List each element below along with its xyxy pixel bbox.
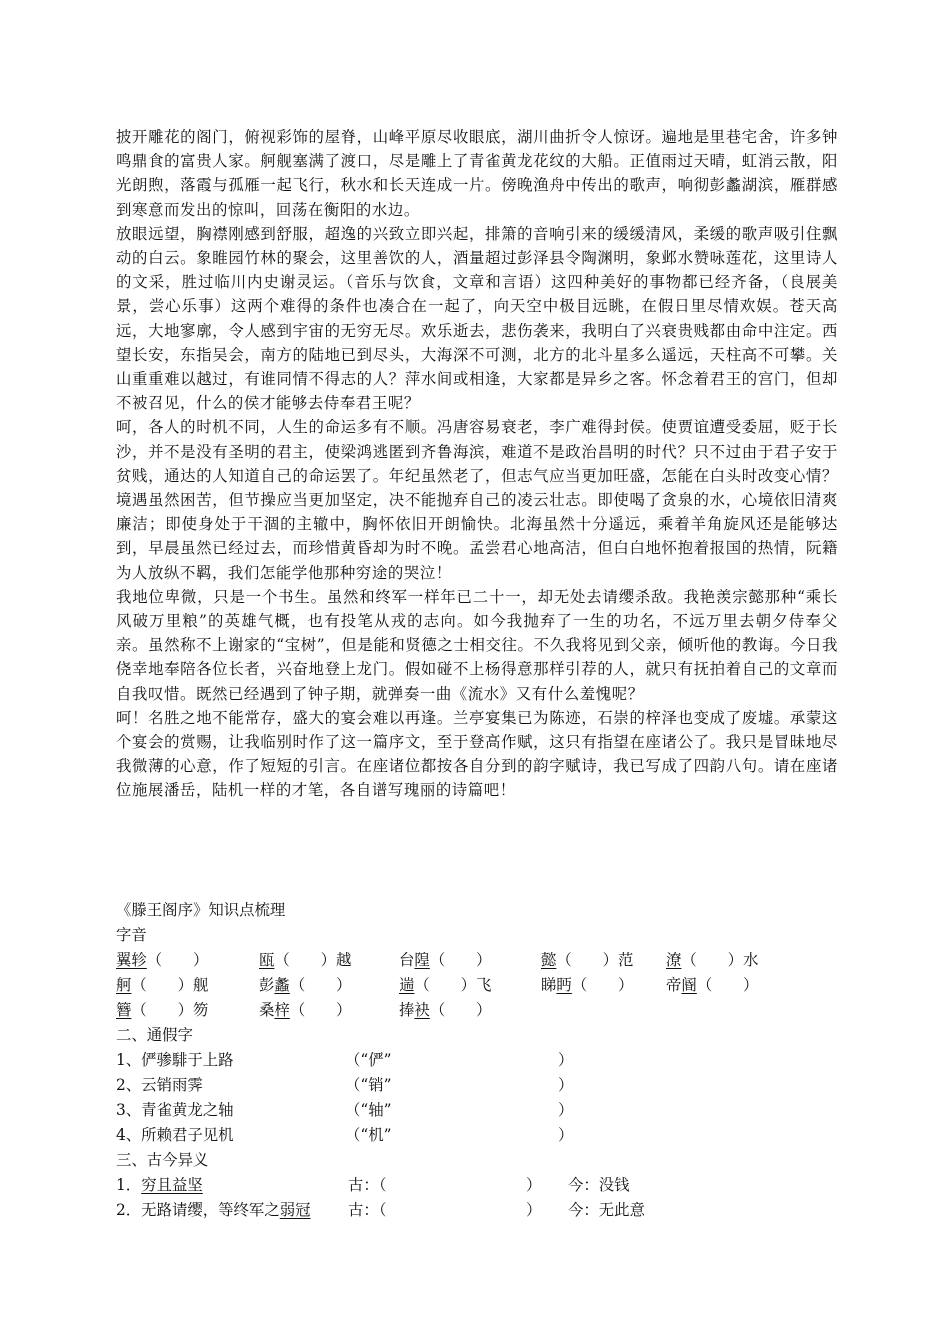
paragraph: 呵！名胜之地不能常存，盛大的宴会难以再逢。兰亭宴集已为陈迹，石崇的梓泽也变成了废墟。承蒙这个宴会的赏赐，让我临别时作了这一篇序文，至于登高作赋，这只有指望在座诸公了。我只是冒昧地尽我微薄的心意，作了短短的引言。在座诸位都按各自分到的韵字赋诗，我已写成了四韵八句。请在座诸位施展潘岳，陆机一样的才笔，各自谱写瑰丽的诗篇吧！ — [116, 708, 838, 800]
pronunciation-item: 懿（ ）范 — [541, 951, 634, 969]
paragraph: 披开雕花的阁门，俯视彩饰的屋脊，山峰平原尽收眼底，湖川曲折令人惊讶。遍地是里巷宅舍，许多钟鸣鼎食的富贵人家。舸舰塞满了渡口，尽是雕上了青雀黄龙花纹的大船。正值雨过天晴，虹消云散，阳光朗煦，落霞与孤雁一起飞行，秋水和长天连成一片。傍晚渔舟中传出的歌声，响彻彭蠡湖滨，雁群感到寒意而发出的惊叫，回荡在衡阳的水边。 — [116, 128, 838, 219]
pronunciation-item: 舸（ ）舰 — [116, 976, 209, 994]
pronunciation-item: 翼轸（ ） — [116, 951, 209, 969]
pronunciation-item: 遄（ ）飞 — [399, 976, 492, 994]
pronunciation-item: 台隍（ ） — [399, 951, 492, 969]
gujin-item: 1．穷且益坚 古：（ ） 今：没钱 — [116, 1176, 630, 1194]
pronunciation-item: 桑梓（ ） — [259, 1001, 352, 1019]
pronunciation-item: 睇眄（ ） — [541, 976, 634, 994]
paragraph: 呵，各人的时机不同，人生的命运多有不顺。冯唐容易衰老，李广难得封侯。使贾谊遭受委屈，贬于长沙，并不是没有圣明的君主，使梁鸿逃匿到齐鲁海滨，难道不是政治昌明的时代？只不过由于君子安于贫贱，通达的人知道自己的命运罢了。年纪虽然老了，但志气应当更加旺盛，怎能在白头时改变心情？境遇虽然困苦，但节操应当更加坚定，决不能抛弃自己的凌云壮志。即使喝了贪泉的水，心境依旧清爽廉洁；即使身处于干涸的主辙中，胸怀依旧开朗愉快。北海虽然十分遥远，乘着羊角旋风还是能够达到，早晨虽然已经过去，而珍惜黄昏却为时不晚。孟尝君心地高洁，但白白地怀抱着报国的热情，阮籍为人放纵不羁，我们怎能学他那种穷途的哭泣！ — [116, 418, 838, 582]
section-gujin: 三、古今异义 — [116, 1151, 209, 1169]
gujin-item: 2．无路请缨，等终军之弱冠 古：（ ） 今：无此意 — [116, 1201, 645, 1219]
paragraph: 放眼远望，胸襟刚感到舒服，超逸的兴致立即兴起，排箫的音响引来的缓缓清风，柔缓的歌声吸引住飘动的白云。象睢园竹林的聚会，这里善饮的人，酒量超过彭泽县令陶渊明，象邺水赞咏莲花，这里诗人的文采，胜过临川内史谢灵运。（音乐与饮食，文章和言语）这四种美好的事物都已经齐备，（良展美景，尝心乐事）这两个难得的条件也凑合在一起了，向天空中极目远眺，在假日里尽情欢娱。苍天高远，大地寥廓，令人感到宇宙的无穷无尽。欢乐逝去，悲伤袭来，我明白了兴衰贵贱都由命中注定。西望长安，东指吴会，南方的陆地已到尽头，大海深不可测，北方的北斗星多么遥远，天柱高不可攀。关山重重难以越过，有谁同情不得志的人？萍水间或相逢，大家都是异乡之客。怀念着君王的宫门，但却不被召见，什么的侯才能够去侍奉君王呢？ — [116, 224, 838, 413]
pronunciation-row — [116, 973, 838, 998]
tongjia-item: 4、所赖君子见机 （“机” ） — [116, 1126, 574, 1144]
translation-text — [116, 125, 838, 803]
tongjia-item: 3、青雀黄龙之轴 （“轴” ） — [116, 1101, 574, 1119]
pronunciation-item: 捧袂（ ） — [399, 1001, 492, 1019]
worksheet-title: 《滕王阁序》知识点梳理 — [116, 901, 286, 919]
tongjia-item: 1、俨骖騑于上路 （“俨” ） — [116, 1051, 574, 1069]
pronunciation-item: 彭蠡（ ） — [259, 976, 352, 994]
section-tongjiazi: 二、通假字 — [116, 1026, 193, 1044]
worksheet — [116, 898, 838, 1223]
pronunciation-item: 帝阍（ ） — [666, 976, 759, 994]
paragraph: 我地位卑微，只是一个书生。虽然和终军一样年已二十一，却无处去请缨杀敌。我艳羡宗懿那种“乘长风破万里粮”的英雄气概，也有投笔从戎的志向。如今我抛弃了一生的功名，不远万里去朝夕侍奉父亲。虽然称不上谢家的“宝树”，但是能和贤德之士相交往。不久我将见到父亲，倾听他的教诲。今日我侥幸地奉陪各位长者，兴奋地登上龙门。假如碰不上杨得意那样引荐的人，就只有抚拍着自己的文章而自我叹惜。既然已经遇到了钟子期，就弹奏一曲《流水》又有什么羞愧呢？ — [116, 587, 838, 703]
pronunciation-row — [116, 998, 838, 1023]
pronunciation-item: 瓯（ ）越 — [259, 951, 352, 969]
pronunciation-item: 潦（ ）水 — [666, 951, 759, 969]
section-pronunciation: 字音 — [116, 926, 147, 944]
pronunciation-item: 簪（ ）笏 — [116, 1001, 209, 1019]
pronunciation-row — [116, 948, 838, 973]
tongjia-item: 2、云销雨霁 （“销” ） — [116, 1076, 574, 1094]
